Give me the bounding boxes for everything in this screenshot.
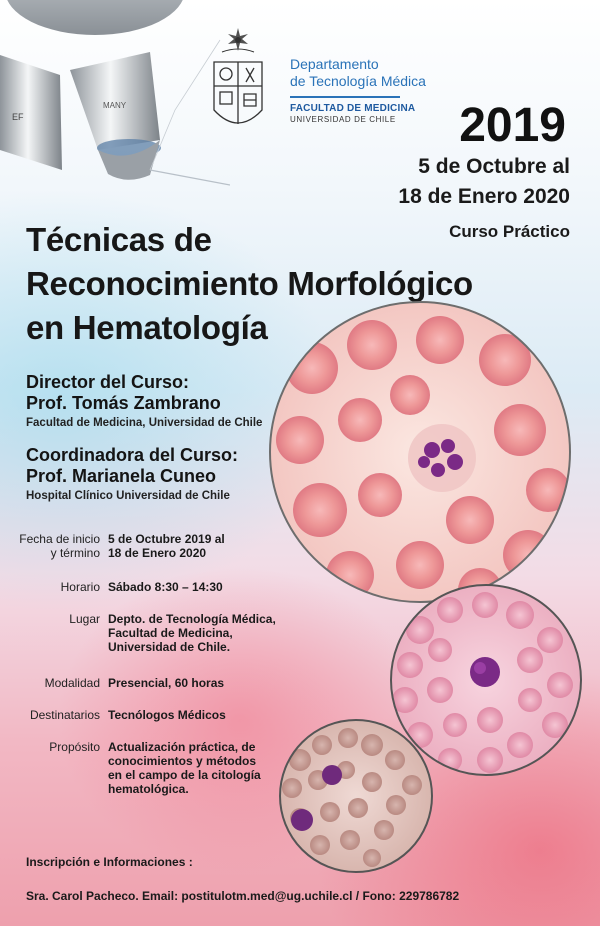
- modalidad-label: Modalidad: [44, 676, 100, 690]
- contact-line: Sra. Carol Pacheco. Email: postitulotm.med@ug.uchile.cl / Fono: 229786782: [26, 889, 460, 903]
- proposito-value-3: en el campo de la citología: [108, 768, 261, 782]
- title-line3: en Hematología: [26, 309, 268, 346]
- fecha-value-2: 18 de Enero 2020: [108, 546, 207, 560]
- coordinator-role: Coordinadora del Curso:: [26, 445, 239, 465]
- svg-text:EF: EF: [12, 112, 24, 122]
- director-role: Director del Curso:: [26, 372, 190, 392]
- title-line1: Técnicas de: [26, 221, 212, 258]
- dates-line1: 5 de Octubre al: [418, 155, 570, 178]
- lugar-value-3: Universidad de Chile.: [108, 640, 231, 654]
- detail-proposito: [0, 740, 320, 796]
- microscope-image: [0, 0, 230, 200]
- fecha-label-2: y término: [50, 546, 100, 560]
- university-name: UNIVERSIDAD DE CHILE: [290, 115, 396, 124]
- coordinator-name: Prof. Marianela Cuneo: [26, 466, 217, 486]
- footer-contact: [26, 855, 586, 903]
- destinatarios-label: Destinatarios: [29, 708, 100, 722]
- lugar-value-2: Facultad de Medicina,: [108, 626, 233, 640]
- lugar-label: Lugar: [69, 612, 100, 626]
- director-name: Prof. Tomás Zambrano: [26, 393, 221, 413]
- director-block: [26, 372, 326, 429]
- coordinator-block: [26, 445, 326, 502]
- modalidad-value: Presencial, 60 horas: [108, 676, 225, 690]
- detail-fecha: [0, 532, 320, 560]
- dept-divider: [290, 96, 400, 98]
- proposito-value-4: hematológica.: [108, 782, 189, 796]
- course-year: 2019: [459, 99, 566, 152]
- micrograph-medium: [391, 585, 581, 775]
- university-seal-logo: [206, 24, 270, 140]
- faculty-name: FACULTAD DE MEDICINA: [290, 103, 416, 114]
- detail-destinatarios: [0, 708, 320, 722]
- fecha-label-1: Fecha de inicio: [19, 532, 100, 546]
- horario-label: Horario: [60, 580, 100, 594]
- dept-name-line2: de Tecnología Médica: [290, 73, 426, 89]
- proposito-value-2: conocimientos y métodos: [108, 754, 257, 768]
- detail-modalidad: [0, 676, 320, 690]
- detail-lugar: [0, 612, 320, 654]
- coordinator-affiliation: Hospital Clínico Universidad de Chile: [26, 490, 230, 502]
- fecha-value-1: 5 de Octubre 2019 al: [108, 532, 225, 546]
- course-type: Curso Práctico: [449, 222, 570, 241]
- horario-value: Sábado 8:30 – 14:30: [108, 580, 223, 594]
- detail-horario: [0, 580, 320, 594]
- dates-line2: 18 de Enero 2020: [398, 185, 570, 208]
- course-dates: [398, 152, 570, 212]
- dept-name-line1: Departamento: [290, 56, 379, 72]
- proposito-label: Propósito: [49, 740, 100, 754]
- proposito-value-1: Actualización práctica, de: [108, 740, 256, 754]
- course-staff: [26, 372, 326, 502]
- lugar-value-1: Depto. de Tecnología Médica,: [108, 612, 276, 626]
- director-affiliation: Facultad de Medicina, Universidad de Chile: [26, 417, 263, 429]
- title-line2: Reconocimiento Morfológico: [26, 265, 473, 302]
- inscripcion-heading: Inscripción e Informaciones :: [26, 855, 193, 869]
- destinatarios-value: Tecnólogos Médicos: [108, 708, 226, 722]
- svg-text:MANY: MANY: [103, 101, 127, 110]
- course-title: [26, 218, 586, 350]
